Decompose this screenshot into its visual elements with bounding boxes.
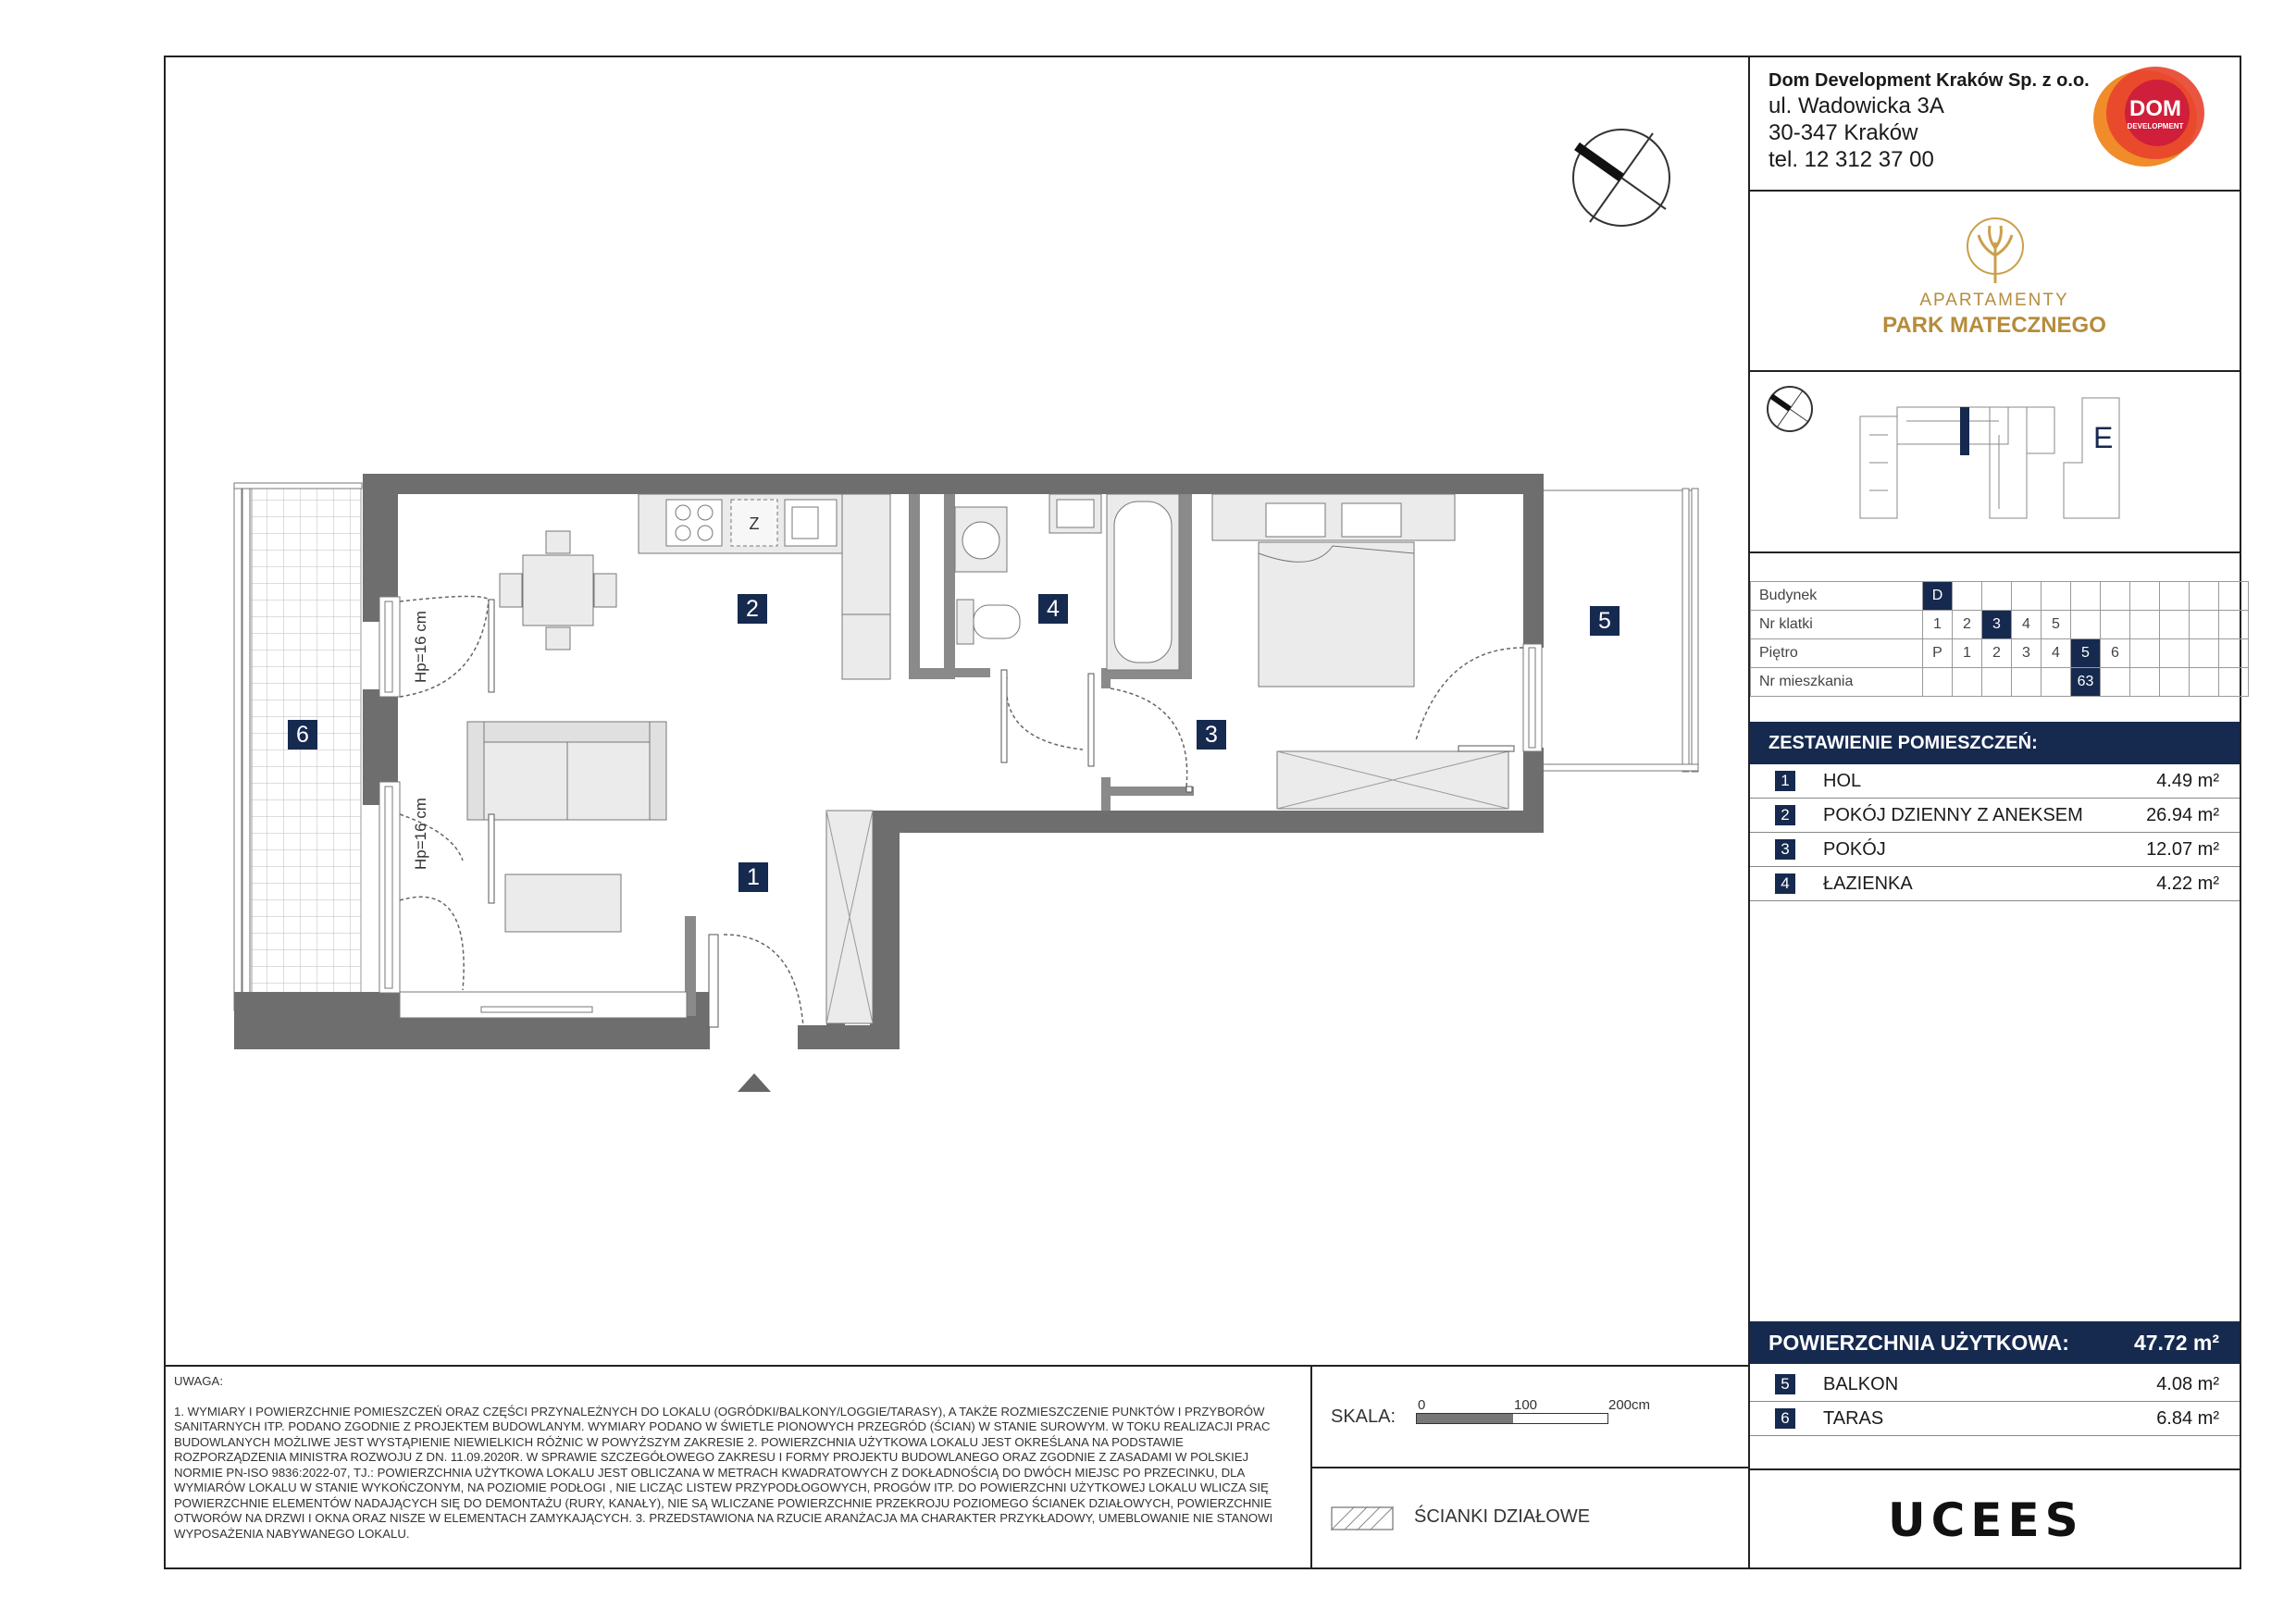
location-cell (2190, 639, 2219, 668)
location-cell: 5 (2071, 639, 2101, 668)
location-cell: 2 (1982, 639, 2012, 668)
hp-label-1: Hp=16 cm (412, 611, 429, 683)
location-cell (2042, 668, 2071, 697)
rooms-header: ZESTAWIENIE POMIESZCZEŃ: (1750, 722, 2240, 764)
notes-text: 1. WYMIARY I POWIERZCHNIE POMIESZCZEŃ ORAZ CZĘŚCI PRZYNALEŻNYCH DO LOKALU (OGRÓDKI/BALKONY/LOGGIE/TARASY), A TAKŻE ROZMIESZCZENIE PUNKTÓW I PRZYBORÓW SANITARNYCH ITP. PODANO ZGODNIE Z PROJEKTEM BUDOWLANYM. WYMIARY PODANO W ŚWIETLE PIONOWYCH PRZEGRÓD (ŚCIAN) W STANIE SUROWYM. W TOKU REALIZACJI PRAC BUDOWLANYCH MOŻLIWE JEST WYSTĄPIENIE NIEWIELKICH RÓŻNIC W POWYŻSZYM ZAKRESIE 2. POWIERZCHNIA UŻYTKOWA LOKALU JEST OKREŚLANA NA PODSTAWIE ROZPORZĄDZENIA MINISTRA ROZWOJU Z DN. 11.09.2020R. W SPRAWIE SZCZEGÓŁOWEGO ZAKRESU I FORMY PROJEKTU BUDOWLANEGO ORAZ ZGODNIE Z ZASADAMI W POLSKIEJ NORMIE PN-ISO 9836:2022-07, TJ.: POWIERZCHNIA UŻYTKOWA LOKALU JEST OBLICZANA W METRACH KWADRATOWYCH Z DOKŁADNOŚCIĄ DO DWÓCH MIEJSC PO PRZECINKU, DLA WYMIARÓW LOKALU W STANIE WYKOŃCZONYM, NA POZIOMIE PODŁOGI , NIE LICZĄC LISTEW PRZYPODŁOGOWYCH, PROGÓW ITP. DO POWIERZCHNI UŻYTKOWEJ LOKALU WLICZA SIĘ POWIERZCHNIE ELEMENTÓW NADAJĄCYCH SIĘ DO DEMONTAŻU (RURY, KANAŁY), NIE SĄ WLICZANE POWIERZCHNIE PRZEKROJU POZIOMEGO ŚCIANEK DZIAŁOWYCH, POWIERZCHNIE OTWORÓW NA DRZWI I OKNA ORAZ NISZE W ELEMENTACH ZAMYKAJĄCYCH. 3. PRZEDSTAWIONA NA RZUCIE ARANŻACJA MA CHARAKTER PRZYKŁADOWY, UMEBLOWANIE NIE STANOWI WYPOSAŻENIA NABYWANEGO LOKALU. (174, 1404, 1273, 1541)
scale-tick-0: 0 (1418, 1397, 1426, 1413)
location-cell: 4 (2042, 639, 2071, 668)
location-row (1751, 582, 2249, 611)
location-cell (1923, 668, 1953, 697)
room-name: POKÓJ DZIENNY Z ANEKSEM (1823, 805, 2083, 825)
room-name: HOL (1823, 771, 1862, 791)
room-number: 1 (1775, 771, 1795, 791)
location-cell (2130, 611, 2160, 639)
usable-area (1750, 1321, 2240, 1364)
location-cell: P (1923, 639, 1953, 668)
room-number: 3 (1775, 839, 1795, 860)
west-windows (379, 597, 400, 993)
room-marker-3: 3 (1197, 720, 1226, 750)
location-row-label: Budynek (1751, 582, 1923, 611)
room-area: 4.49 m² (2156, 771, 2219, 791)
hp-label-2: Hp=16 cm (412, 798, 429, 870)
scale-tick-100: 100 (1514, 1397, 1538, 1413)
project-name-line1: APARTAMENTY (1919, 291, 2069, 310)
divider (1310, 1467, 1749, 1468)
room-area: 4.22 m² (2156, 873, 2219, 894)
tree-logo-icon (1964, 215, 2027, 289)
location-cell (2160, 582, 2190, 611)
location-cell (2130, 668, 2160, 697)
company-info (1769, 68, 2090, 173)
location-row-label: Nr klatki (1751, 611, 1923, 639)
room-row (1750, 764, 2240, 799)
company-street: ul. Wadowicka 3A (1769, 93, 1944, 118)
room-marker-4: 4 (1038, 594, 1068, 624)
company-phone: tel. 12 312 37 00 (1769, 147, 1934, 172)
room-marker-5: 5 (1590, 606, 1620, 636)
location-cell (1982, 582, 2012, 611)
keyplan-section: E (2093, 421, 2114, 454)
location-cell: D (1923, 582, 1953, 611)
room-name: TARAS (1823, 1408, 1884, 1429)
location-cell: 1 (1923, 611, 1953, 639)
room-area: 12.07 m² (2146, 839, 2219, 860)
location-cell: 3 (2012, 639, 2042, 668)
company-name: Dom Development Kraków Sp. z o.o. (1769, 70, 2090, 91)
company-city: 30-347 Kraków (1769, 120, 1918, 145)
room-area: 4.08 m² (2156, 1374, 2219, 1394)
key-plan (1758, 379, 2147, 546)
compass-icon (1573, 130, 1669, 226)
location-cell (1953, 582, 1982, 611)
brand-text: UCEES (1888, 1493, 2084, 1547)
room-marker-2: 2 (738, 594, 767, 624)
tv-table (505, 874, 621, 932)
scale-label: SKALA: (1331, 1406, 1396, 1427)
logo-text: DOM (2129, 96, 2181, 121)
location-cell (2101, 582, 2130, 611)
location-cell (2101, 611, 2130, 639)
scale-tick-200: 200cm (1608, 1397, 1651, 1413)
room-marker-6: 6 (288, 720, 317, 750)
room-number: 6 (1775, 1408, 1795, 1429)
location-cell (2219, 611, 2249, 639)
location-cell (2101, 668, 2130, 697)
logo-subtext: DEVELOPMENT (2127, 122, 2184, 130)
location-cell: 2 (1953, 611, 1982, 639)
location-cell: 5 (2042, 611, 2071, 639)
room-marker-1: 1 (738, 862, 768, 892)
room-number: 2 (1775, 805, 1795, 825)
brand-logo (1888, 1493, 2084, 1547)
usable-area-label: POWIERZCHNIA UŻYTKOWA: (1769, 1331, 2069, 1355)
rooms-list (1750, 764, 2240, 901)
divider (1748, 370, 2241, 372)
scale-bar (1416, 1413, 1608, 1424)
fridge-label: Z (749, 514, 760, 533)
location-cell (2160, 639, 2190, 668)
hall-wardrobe (826, 811, 873, 1023)
divider (164, 1365, 1749, 1367)
location-cell (2012, 668, 2042, 697)
room-name: BALKON (1823, 1374, 1899, 1394)
location-cell (2219, 582, 2249, 611)
location-cell (2012, 582, 2042, 611)
divider (1748, 1468, 2241, 1470)
room-row (1750, 833, 2240, 867)
balcony (1542, 489, 1698, 772)
location-row-label: Piętro (1751, 639, 1923, 668)
room-name: ŁAZIENKA (1823, 873, 1913, 894)
divider (1748, 551, 2241, 553)
location-cell: 63 (2071, 668, 2101, 697)
room-row (1750, 799, 2240, 833)
location-cell (1982, 668, 2012, 697)
extra-rooms-list (1750, 1368, 2240, 1436)
location-cell (2130, 639, 2160, 668)
sofa (467, 722, 666, 820)
east-window (1523, 644, 1542, 751)
room-row (1750, 1402, 2240, 1436)
location-row (1751, 668, 2249, 697)
location-cell: 6 (2101, 639, 2130, 668)
location-cell (2160, 668, 2190, 697)
location-row-label: Nr mieszkania (1751, 668, 1923, 697)
room-number: 4 (1775, 873, 1795, 894)
location-cell (1953, 668, 1982, 697)
notes (174, 1374, 1298, 1542)
location-cell (2190, 611, 2219, 639)
location-cell (2160, 611, 2190, 639)
location-cell (2071, 582, 2101, 611)
location-row (1751, 639, 2249, 668)
location-cell (2219, 668, 2249, 697)
location-cell (2042, 582, 2071, 611)
location-cell (2130, 582, 2160, 611)
entry-arrow (738, 1073, 771, 1092)
location-cell (2190, 668, 2219, 697)
room-row (1750, 1368, 2240, 1402)
location-table (1750, 581, 2249, 697)
location-cell: 3 (1982, 611, 2012, 639)
location-cell: 1 (1953, 639, 1982, 668)
location-cell (2219, 639, 2249, 668)
room-row (1750, 867, 2240, 901)
dom-logo (2093, 67, 2210, 168)
notes-title: UWAGA: (174, 1374, 223, 1388)
location-cell (2071, 611, 2101, 639)
room-area: 26.94 m² (2146, 805, 2219, 825)
location-cell: 4 (2012, 611, 2042, 639)
location-cell (2190, 582, 2219, 611)
room-number: 5 (1775, 1374, 1795, 1394)
room-area: 6.84 m² (2156, 1408, 2219, 1429)
room-name: POKÓJ (1823, 839, 1886, 860)
legend-partition: ŚCIANKI DZIAŁOWE (1414, 1506, 1591, 1527)
tv-cabinet (400, 992, 687, 1018)
divider (1748, 190, 2241, 192)
location-row (1751, 611, 2249, 639)
hatch-icon (1331, 1506, 1394, 1530)
project-name-line2: PARK MATECZNEGO (1882, 313, 2106, 338)
usable-area-value: 47.72 m² (2133, 1331, 2219, 1355)
